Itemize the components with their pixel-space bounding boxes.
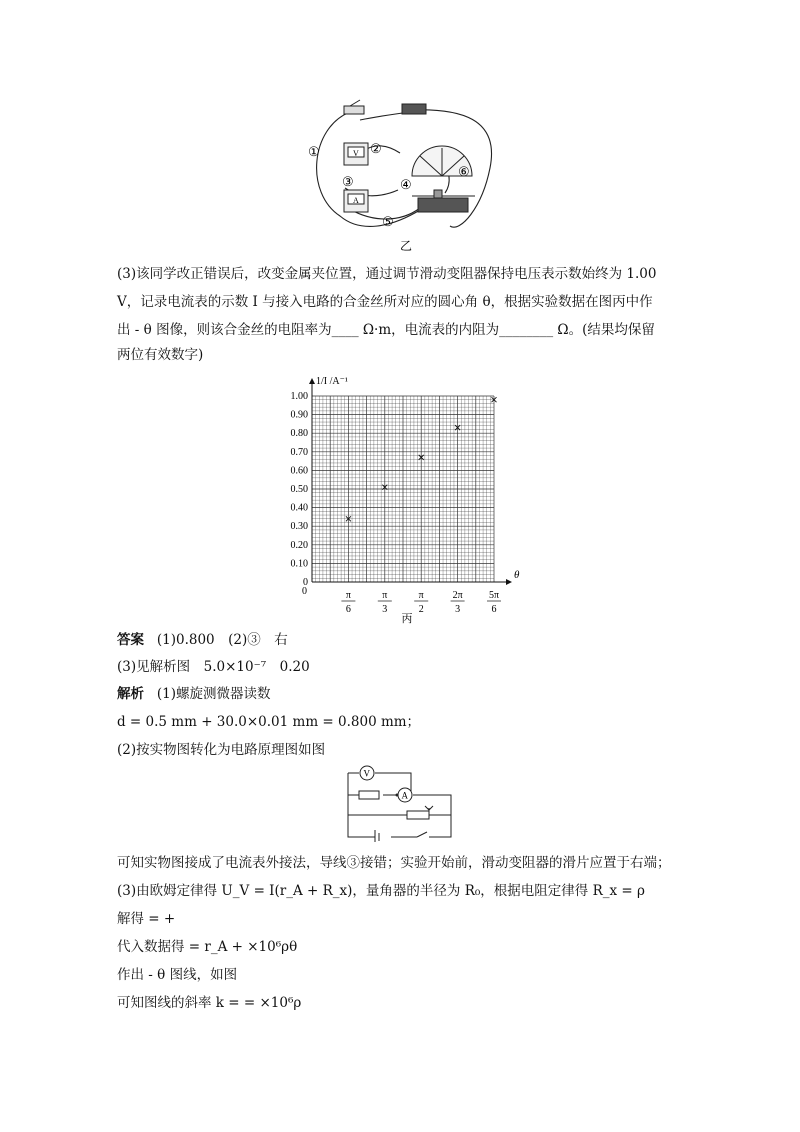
x-tick-label: 5π: [488, 590, 500, 601]
origin-label: 0: [302, 586, 307, 597]
question3-line4: 两位有效数字): [117, 347, 204, 363]
analysis-line2: d = 0.5 mm + 30.0×0.01 mm = 0.800 mm；: [117, 714, 421, 730]
ammeter-symbol: [398, 788, 412, 802]
question3-line3: 出 - θ 图像，则该合金丝的电阻率为____ Ω·m，电流表的内阻为________ Ω。(结果均保留: [117, 322, 655, 338]
answer-line2: (3)见解析图 5.0×10⁻⁷ 0.20: [117, 659, 310, 675]
analysis-line3: (2)按实物图转化为电路原理图如图: [117, 742, 326, 758]
x-tick-label: 2π: [452, 590, 463, 601]
question3-line1: (3)该同学改正错误后，改变金属夹位置，通过调节滑动变阻器保持电压表示数始终为 1.00: [117, 266, 657, 282]
x-tick-label: 3: [382, 604, 388, 615]
conclusion-line2: (3)由欧姆定律得 U_V = I(r_A + R_x)，量角器的半径为 R₀，根据电阻定律得 R_x = ρ: [117, 883, 645, 899]
y-tick-label: 0.20: [290, 539, 308, 551]
apparatus-figure: [300, 98, 510, 258]
graph-bing: [280, 368, 520, 624]
rheostat: [412, 190, 475, 212]
y-axis-arrow: [309, 378, 315, 384]
x-tick-label: π: [418, 590, 424, 601]
svg-text:V: V: [353, 149, 359, 158]
y-tick-label: 0.10: [290, 558, 308, 570]
y-tick-label: 1.00: [290, 391, 308, 402]
wire-label-5: ⑤: [382, 214, 394, 229]
answer-line1: [117, 628, 288, 648]
conclusion-line6: 可知图线的斜率 k = = ×10⁶ρ: [117, 995, 302, 1011]
wire-label-2: ②: [370, 141, 382, 156]
x-tick-label: 2: [418, 604, 424, 615]
wire-label-4: ④: [400, 177, 412, 192]
x-tick-label: 6: [345, 604, 351, 615]
wire-label-6: ⑥: [458, 164, 470, 179]
x-tick-label: 3: [455, 604, 461, 615]
svg-text:A: A: [401, 790, 408, 801]
y-tick-label: 0.30: [290, 521, 308, 533]
wire-label-1: ①: [308, 144, 320, 159]
x-tick-label: 6: [491, 604, 497, 615]
x-axis-label: θ: [514, 569, 520, 581]
svg-text:V: V: [363, 768, 370, 779]
question3-line2: V，记录电流表的示数 I 与接入电路的合金丝所对应的圆心角 θ，根据实验数据在图丙中作: [117, 294, 653, 310]
conclusion-line1: 可知实物图接成了电流表外接法，导线③接错；实验开始前，滑动变阻器的滑片应置于右端；: [117, 855, 671, 871]
analysis-text1: (1)螺旋测微器读数: [156, 686, 271, 702]
svg-text:A: A: [353, 196, 359, 205]
y-tick-label: 0.90: [290, 409, 308, 421]
x-axis-arrow: [506, 579, 512, 585]
x-tick-label: π: [345, 590, 351, 601]
x-tick-label: π: [382, 590, 388, 601]
voltmeter-meter: [344, 143, 368, 165]
figure-caption: 乙: [400, 239, 413, 253]
analysis-line1: [117, 682, 271, 702]
conclusion-line5: 作出 - θ 图线，如图: [117, 967, 238, 983]
y-tick-label: 0.50: [290, 484, 308, 495]
chart-caption: 丙: [401, 613, 413, 624]
answer-text1: (1)0.800 (2)③ 右: [156, 632, 288, 648]
conclusion-line3: 解得 = +: [117, 911, 176, 927]
y-tick-label: 0: [303, 577, 308, 588]
rheostat-symbol: [407, 811, 429, 819]
y-tick-label: 0.80: [290, 428, 308, 440]
voltmeter-symbol: [360, 766, 374, 780]
conclusion-line4: 代入数据得 = r_A + ×10⁶ρθ: [117, 939, 298, 955]
y-tick-label: 0.60: [290, 465, 308, 477]
y-tick-label: 0.40: [290, 502, 308, 514]
analysis-label: 解析: [117, 686, 144, 702]
wire-label-3: ③: [342, 174, 354, 189]
y-tick-label: 0.70: [290, 446, 308, 458]
circuit-diagram: [345, 764, 455, 842]
y-axis-label: 1/I /A⁻¹: [316, 376, 348, 387]
resistor-symbol: [359, 791, 379, 799]
answer-label: 答案: [117, 632, 144, 648]
ammeter-meter: [344, 190, 368, 212]
